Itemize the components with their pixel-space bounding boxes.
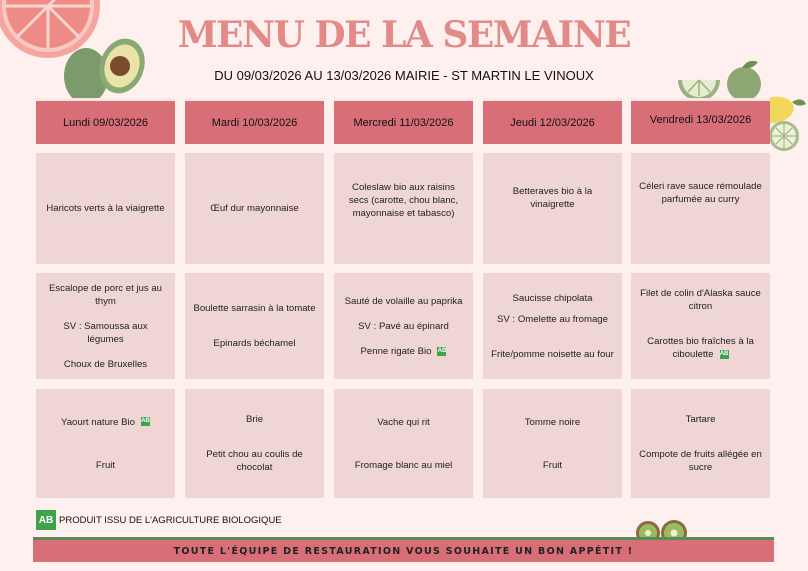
day-header-monday: Lundi 09/03/2026: [36, 98, 175, 144]
menu-item: Escalope de porc et jus au thym: [48, 282, 163, 307]
organic-legend: [36, 510, 282, 530]
menu-item: [61, 416, 150, 429]
footer-message: TOUTE L'ÉQUIPE DE RESTAURATION VOUS SOUHAITE UN BON APPÉTIT !: [173, 545, 634, 557]
menu-item: Frite/pomme noisette au four: [491, 348, 614, 360]
main-cell-friday: [631, 273, 770, 379]
organic-logo-icon: AB: [36, 510, 56, 530]
menu-item: Haricots verts à la viaigrette: [46, 203, 165, 214]
starter-cell-monday: [36, 153, 175, 264]
organic-label-icon: AB: [719, 350, 729, 357]
dessert-cell-wednesday: [334, 389, 473, 498]
menu-item: Tomme noire: [524, 416, 581, 428]
day-header-thursday: Jeudi 12/03/2026: [483, 98, 622, 144]
main-cell-thursday: [483, 273, 622, 379]
footer-banner: [33, 540, 774, 562]
menu-item: Betteraves bio à la vinaigrette: [512, 186, 593, 210]
organic-label-icon: AB: [141, 418, 150, 425]
menu-item: Epinards béchamel: [213, 338, 296, 349]
menu-item: Tartare: [685, 414, 716, 425]
menu-item: Sauté de volaille au paprika: [344, 296, 463, 307]
day-header-tuesday: Mardi 10/03/2026: [185, 98, 324, 144]
menu-item: Compote de fruits allégée en sucre: [639, 449, 762, 473]
starter-cell-wednesday: [334, 153, 473, 264]
menu-item: Fruit: [542, 459, 563, 471]
menu-item: Choux de Bruxelles: [63, 358, 148, 370]
starter-cell-tuesday: [185, 153, 324, 264]
main-cell-monday: [36, 273, 175, 379]
menu-period: DU 09/03/2026 AU 13/03/2026 MAIRIE - ST MARTIN LE VINOUX: [214, 68, 594, 83]
main-cell-wednesday: [334, 273, 473, 379]
day-header-wednesday: Mercredi 11/03/2026: [334, 98, 473, 144]
menu-item: Œuf dur mayonnaise: [210, 203, 299, 214]
menu-item: SV : Samoussa aux légumes: [63, 320, 148, 345]
menu-item: Céleri rave sauce rémoulade parfumée au curry: [639, 181, 762, 205]
dessert-cell-tuesday: [185, 389, 324, 498]
menu-item: [639, 335, 762, 361]
menu-title: MENU DE LA SEMAINE: [177, 14, 631, 56]
menu-item: Petit chou au coulis de chocolat: [206, 449, 303, 473]
main-cell-tuesday: [185, 273, 324, 379]
menu-item: Fromage blanc au miel: [354, 459, 453, 471]
starter-cell-thursday: [483, 153, 622, 264]
dessert-cell-monday: [36, 389, 175, 498]
menu-item: Vache qui rit: [377, 416, 430, 428]
dessert-cell-thursday: [483, 389, 622, 498]
menu-item-text: Penne rigate Bio: [360, 346, 432, 357]
menu-item: Boulette sarrasin à la tomate: [193, 303, 316, 314]
menu-item-text: Yaourt nature Bio: [61, 416, 135, 428]
menu-item: Filet de colin d'Alaska sauce citron: [640, 288, 761, 312]
menu-item: Saucisse chipolata: [512, 292, 593, 304]
menu-item: SV : Pavé au épinard: [358, 321, 449, 332]
starter-cell-friday: [631, 153, 770, 264]
menu-item: [361, 345, 447, 358]
organic-legend-text: PRODUIT ISSU DE L'AGRICULTURE BIOLOGIQUE: [59, 514, 282, 526]
organic-label-icon: AB: [437, 347, 447, 354]
menu-item: SV : Omelette au fromage: [497, 313, 608, 325]
menu-item-text: Carottes bio fraîches à la ciboulette: [647, 336, 754, 360]
day-header-friday: Vendredi 13/03/2026: [631, 98, 770, 144]
menu-item: Coleslaw bio aux raisins secs (carotte, chou blanc, mayonnaise et tabasco): [348, 182, 459, 219]
dessert-cell-friday: [631, 389, 770, 498]
menu-item: Fruit: [95, 459, 116, 471]
menu-item: Brie: [245, 414, 264, 425]
